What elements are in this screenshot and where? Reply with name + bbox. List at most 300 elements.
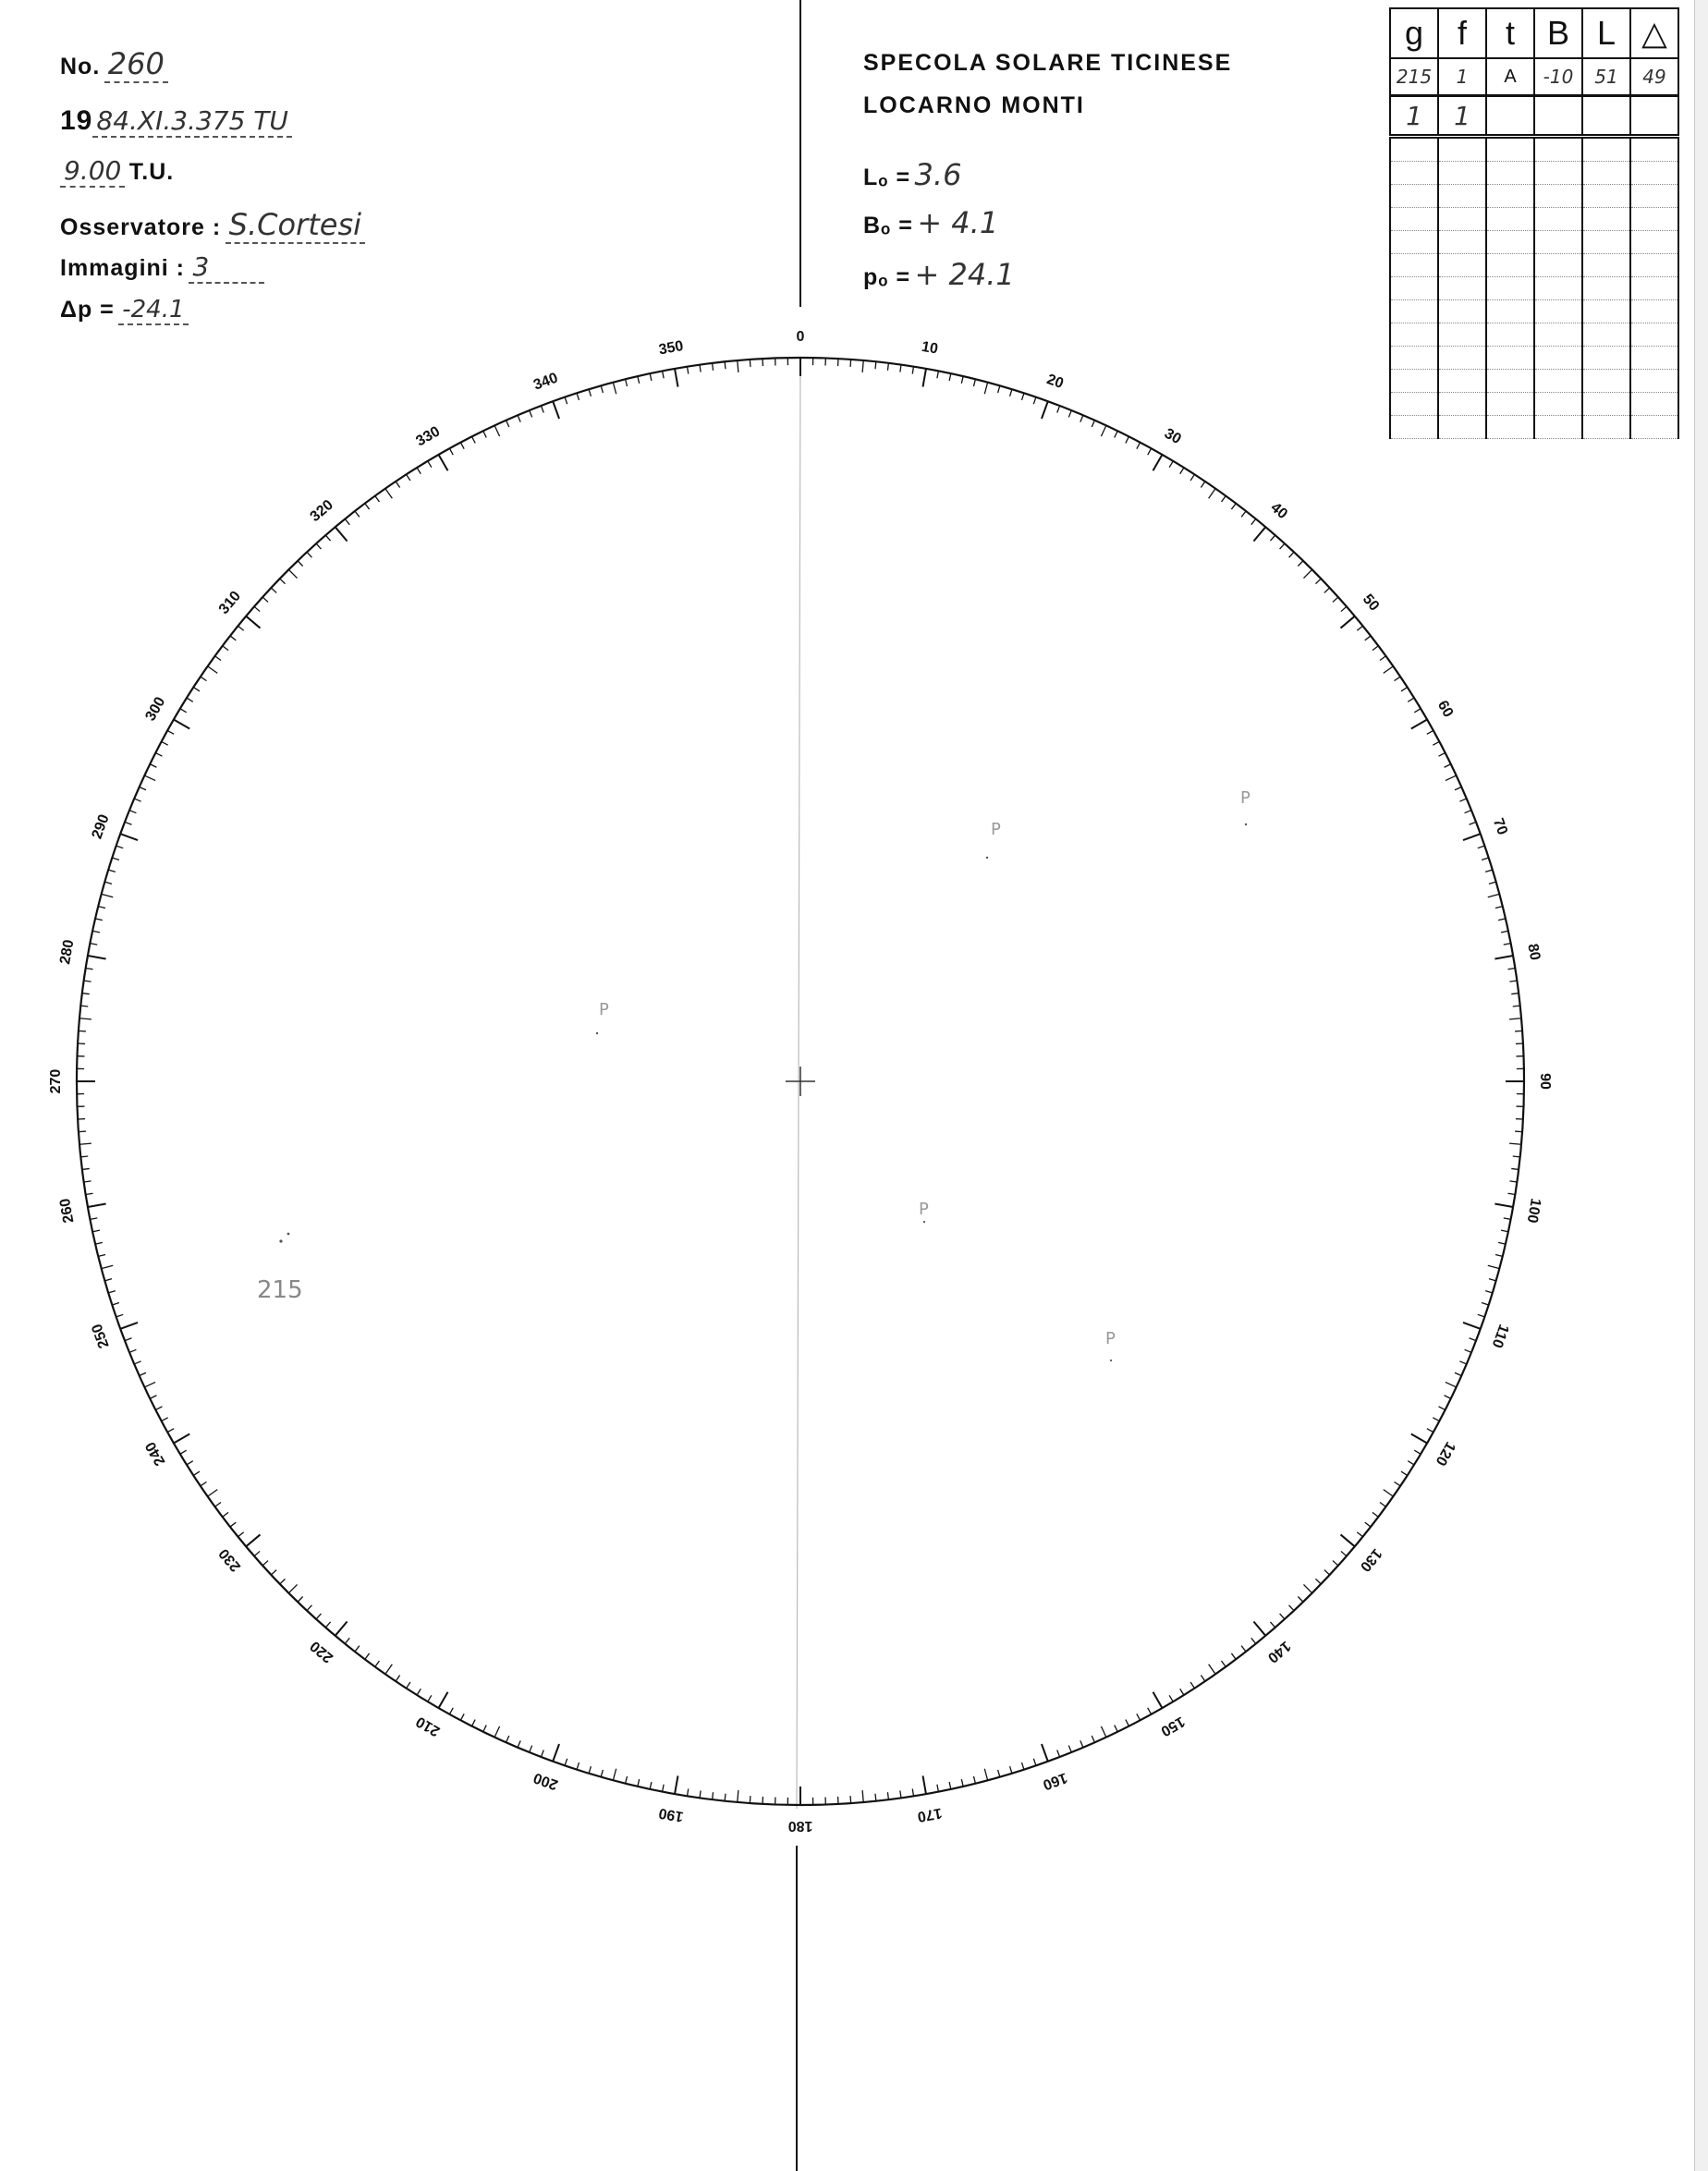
tick-mark — [1042, 401, 1048, 419]
cell — [1390, 254, 1438, 277]
degree-label: 160 — [1041, 1769, 1069, 1793]
tick-mark — [246, 1534, 260, 1546]
l0-line — [863, 157, 961, 192]
tick-mark — [638, 1779, 640, 1787]
degree-label: 170 — [916, 1804, 944, 1824]
degree-label: 340 — [531, 370, 560, 394]
observer-label: Osservatore : — [60, 214, 222, 240]
tick-mark — [1169, 461, 1173, 468]
tick-mark — [1489, 1279, 1496, 1281]
tick-mark — [949, 1782, 951, 1789]
tick-mark — [1488, 1265, 1500, 1268]
degree-label: 330 — [413, 423, 444, 450]
b0-value: + 4.1 — [917, 205, 999, 240]
cell — [1390, 370, 1438, 393]
tick-mark — [1411, 720, 1427, 729]
tick-mark — [483, 1726, 487, 1732]
p-mark: P — [1105, 1329, 1116, 1348]
spot-dot — [923, 1221, 925, 1223]
spot-dot — [1110, 1360, 1112, 1361]
tick-mark — [725, 1794, 726, 1801]
tick-mark — [875, 1794, 876, 1801]
tick-mark — [1365, 1522, 1371, 1527]
tick-mark — [1495, 1254, 1503, 1256]
tick-mark — [688, 367, 689, 374]
cell — [1390, 393, 1438, 416]
tick-mark — [86, 969, 93, 970]
cell — [1486, 347, 1534, 370]
tick-mark — [1201, 1676, 1204, 1682]
tick-mark — [155, 1407, 162, 1410]
spot-dot — [287, 1233, 290, 1236]
tick-mark — [1509, 1018, 1521, 1019]
tick-mark — [134, 1361, 140, 1364]
tick-mark — [1433, 1418, 1439, 1421]
tick-mark — [998, 385, 1000, 393]
degree-label: 130 — [1356, 1545, 1385, 1575]
tick-mark — [162, 1418, 168, 1421]
tick-mark — [949, 373, 951, 381]
tick-mark — [84, 981, 92, 982]
tick-mark — [1488, 894, 1500, 896]
tick-mark — [162, 741, 168, 745]
tick-mark — [140, 1372, 146, 1375]
tick-mark — [120, 834, 138, 840]
degree-label: 210 — [413, 1713, 444, 1739]
tick-mark — [215, 1503, 221, 1507]
tick-mark — [1201, 482, 1204, 488]
tick-mark — [144, 1382, 155, 1386]
cell: 1 — [1438, 96, 1486, 137]
tick-mark — [1190, 1682, 1194, 1689]
tick-mark — [1459, 799, 1466, 801]
tick-mark — [1470, 822, 1476, 824]
cell — [1630, 231, 1678, 254]
time-line — [60, 155, 174, 186]
tick-mark — [1465, 811, 1471, 813]
table-row — [1390, 185, 1678, 208]
tick-mark — [601, 385, 603, 393]
cell — [1582, 347, 1630, 370]
tick-mark — [125, 822, 131, 824]
degree-label: 200 — [531, 1769, 560, 1793]
cell — [1582, 231, 1630, 254]
table-row — [1390, 416, 1678, 439]
cell: 215 — [1390, 58, 1438, 96]
tick-mark — [1380, 1503, 1385, 1507]
table-row — [1390, 300, 1678, 323]
degree-label: 90 — [1537, 1073, 1553, 1090]
tick-mark — [396, 1676, 399, 1682]
tick-mark — [1414, 1450, 1421, 1454]
col-g: g — [1390, 8, 1438, 58]
tick-mark — [280, 1579, 286, 1584]
tick-mark — [84, 1181, 92, 1182]
tick-mark — [663, 1785, 665, 1792]
tick-mark — [336, 1621, 348, 1635]
tick-mark — [1180, 468, 1184, 474]
tick-mark — [713, 363, 714, 371]
tick-mark — [862, 360, 863, 372]
tick-mark — [223, 1512, 228, 1517]
tick-mark — [193, 1471, 200, 1475]
tick-mark — [589, 1766, 591, 1774]
spot-dot — [279, 1239, 282, 1242]
tick-mark — [1231, 1653, 1236, 1659]
tick-mark — [112, 1302, 119, 1304]
cell: 49 — [1630, 58, 1678, 96]
tick-mark — [850, 1796, 851, 1803]
tick-mark — [1231, 504, 1236, 509]
cell — [1390, 137, 1438, 162]
tick-mark — [1470, 1338, 1476, 1341]
cell — [1438, 370, 1486, 393]
tick-mark — [1115, 1726, 1118, 1732]
tick-mark — [1241, 1646, 1246, 1652]
tick-mark — [1489, 882, 1496, 884]
tick-mark — [79, 1143, 92, 1144]
degree-label: 180 — [787, 1818, 813, 1834]
tick-mark — [565, 397, 567, 405]
tick-mark — [900, 365, 901, 372]
degree-label: 0 — [796, 329, 805, 345]
tick-mark — [230, 636, 236, 640]
tick-mark — [506, 1736, 509, 1742]
tick-mark — [439, 1692, 448, 1708]
cell — [1390, 162, 1438, 185]
table-row — [1390, 96, 1678, 137]
cell — [1486, 416, 1534, 439]
cell — [1582, 277, 1630, 300]
tick-mark — [187, 698, 193, 701]
table-row — [1390, 323, 1678, 347]
degree-label: 40 — [1267, 499, 1291, 523]
tick-mark — [1253, 1621, 1265, 1635]
tick-mark — [336, 527, 348, 541]
tick-mark — [1495, 907, 1503, 909]
tick-mark — [1478, 846, 1485, 848]
tick-mark — [95, 919, 103, 921]
tick-mark — [449, 448, 453, 455]
cell — [1486, 231, 1534, 254]
tick-mark — [254, 606, 260, 611]
tick-mark — [518, 1740, 520, 1747]
degree-label: 230 — [215, 1545, 245, 1575]
tick-mark — [472, 1720, 476, 1726]
cell — [1534, 347, 1582, 370]
tick-mark — [1101, 1726, 1105, 1738]
institution-line-1: SPECOLA SOLARE TICINESE — [863, 50, 1233, 76]
cell — [1438, 347, 1486, 370]
tick-mark — [638, 376, 640, 384]
tick-mark — [1414, 709, 1421, 713]
tick-mark — [973, 379, 975, 386]
col-t: t — [1486, 8, 1534, 58]
tick-mark — [1298, 1596, 1303, 1602]
tick-mark — [912, 367, 913, 374]
tick-mark — [108, 870, 116, 872]
tick-mark — [325, 1622, 330, 1628]
tick-mark — [1482, 858, 1489, 860]
tick-mark — [530, 1746, 532, 1752]
tick-mark — [553, 401, 559, 419]
tick-mark — [1080, 415, 1083, 421]
cell — [1486, 96, 1534, 137]
cell — [1390, 185, 1438, 208]
tick-mark — [1372, 646, 1378, 651]
tick-mark — [238, 626, 243, 630]
tick-mark — [1126, 1720, 1129, 1726]
cell — [1438, 393, 1486, 416]
tick-mark — [80, 1156, 88, 1157]
tick-mark — [1478, 1314, 1485, 1317]
tick-mark — [1408, 698, 1414, 701]
cell — [1486, 300, 1534, 323]
tick-mark — [102, 1265, 114, 1268]
degree-label: 20 — [1044, 372, 1066, 393]
cell — [1486, 393, 1534, 416]
tick-mark — [1372, 1512, 1378, 1517]
degree-label: 190 — [657, 1804, 685, 1824]
tick-mark — [92, 931, 100, 933]
tick-mark — [1303, 569, 1312, 578]
tick-mark — [887, 1792, 888, 1799]
tick-mark — [494, 1726, 499, 1738]
tick-mark — [900, 1790, 901, 1798]
tick-mark — [973, 1776, 975, 1784]
degree-label: 270 — [48, 1068, 64, 1094]
tick-mark — [1253, 527, 1265, 541]
tick-mark — [1501, 1230, 1508, 1232]
tick-mark — [1341, 1551, 1347, 1555]
time-unit: T.U. — [128, 159, 175, 185]
b0-label: Bₒ = — [863, 213, 913, 238]
degree-label: 280 — [57, 938, 78, 966]
cell — [1438, 231, 1486, 254]
cell — [1390, 208, 1438, 231]
cell — [1582, 208, 1630, 231]
tick-mark — [472, 436, 476, 443]
cell — [1582, 162, 1630, 185]
date-value: 84.XI.3.375 TU — [92, 105, 292, 138]
tick-mark — [1270, 1622, 1275, 1628]
cell — [1534, 162, 1582, 185]
tick-mark — [1395, 1482, 1401, 1485]
tick-mark — [887, 363, 888, 371]
cell — [1630, 370, 1678, 393]
cell — [1390, 347, 1438, 370]
tick-mark — [449, 1708, 453, 1714]
table-row — [1390, 393, 1678, 416]
cell — [1534, 416, 1582, 439]
p-mark: P — [1240, 788, 1250, 808]
tick-mark — [1222, 496, 1226, 502]
tick-mark — [92, 1230, 100, 1232]
tick-mark — [1021, 1762, 1023, 1770]
tick-mark — [1190, 474, 1194, 481]
col-b: B — [1534, 8, 1582, 58]
observer-line — [60, 207, 365, 242]
col-f: f — [1438, 8, 1486, 58]
sunspot-marks — [279, 823, 1247, 1361]
tick-mark — [700, 365, 701, 372]
images-label: Immagini : — [60, 255, 186, 281]
tick-mark — [385, 1665, 392, 1675]
tick-mark — [1357, 1532, 1362, 1537]
tick-mark — [1033, 397, 1036, 405]
tick-mark — [984, 1769, 987, 1781]
tick-mark — [1365, 636, 1371, 640]
tick-mark — [1395, 677, 1401, 680]
degree-label: 290 — [89, 812, 113, 841]
p-mark: P — [919, 1200, 929, 1219]
cell — [1582, 323, 1630, 347]
table-row — [1390, 277, 1678, 300]
tick-mark — [262, 597, 268, 602]
tick-mark — [1169, 1695, 1173, 1701]
tick-mark — [102, 894, 114, 896]
degree-label: 70 — [1489, 816, 1510, 837]
observer-value: S.Cortesi — [226, 207, 365, 244]
tick-mark — [541, 406, 543, 412]
tick-mark — [984, 383, 987, 395]
tick-mark — [108, 1291, 116, 1293]
tick-mark — [1153, 455, 1163, 470]
tick-mark — [1333, 1561, 1338, 1566]
spot-dot — [1245, 823, 1247, 825]
tick-mark — [365, 504, 370, 509]
degree-label: 250 — [89, 1322, 113, 1350]
cell — [1390, 231, 1438, 254]
tick-mark — [1057, 1750, 1060, 1757]
tick-mark — [375, 1661, 380, 1666]
tick-mark — [1126, 436, 1129, 443]
tick-mark — [150, 764, 156, 768]
cell — [1630, 300, 1678, 323]
degree-label: 120 — [1432, 1438, 1458, 1469]
tick-mark — [116, 846, 124, 848]
tick-mark — [506, 421, 509, 427]
tick-mark — [1137, 443, 1141, 449]
p-mark: P — [599, 1000, 609, 1019]
tick-mark — [577, 393, 579, 400]
tick-mark — [518, 415, 520, 421]
degree-label: 100 — [1523, 1197, 1543, 1225]
cell — [1630, 416, 1678, 439]
tick-mark — [298, 561, 303, 567]
table-row — [1390, 58, 1678, 96]
tick-mark — [700, 1790, 701, 1798]
tick-mark — [215, 656, 221, 661]
cell — [1438, 300, 1486, 323]
tick-mark — [407, 1682, 410, 1689]
date-label: 19 — [60, 105, 93, 136]
degree-label: 50 — [1359, 591, 1383, 615]
tick-mark — [937, 1785, 939, 1792]
degree-label: 310 — [215, 588, 245, 617]
cell — [1630, 185, 1678, 208]
tick-mark — [385, 489, 392, 499]
tick-mark — [1357, 626, 1362, 630]
degree-label: 110 — [1488, 1322, 1512, 1350]
tick-mark — [98, 907, 105, 909]
faculae-labels — [599, 788, 1250, 1348]
tick-mark — [345, 1638, 349, 1643]
cell — [1438, 254, 1486, 277]
institution-line-2: LOCARNO MONTI — [863, 92, 1085, 118]
tick-mark — [116, 1314, 124, 1317]
tick-mark — [201, 1482, 207, 1485]
tick-mark — [1068, 410, 1071, 417]
tick-mark — [271, 1570, 276, 1575]
cell — [1534, 96, 1582, 137]
tick-mark — [1270, 535, 1275, 541]
cell — [1630, 323, 1678, 347]
tick-mark — [1137, 1714, 1141, 1720]
cell — [1438, 185, 1486, 208]
tick-mark — [307, 1605, 311, 1611]
tick-mark — [238, 1532, 243, 1537]
cell — [1390, 277, 1438, 300]
cell — [1630, 393, 1678, 416]
tick-mark — [530, 410, 532, 417]
tick-mark — [355, 1646, 360, 1652]
tick-mark — [1509, 981, 1517, 982]
cell — [1534, 231, 1582, 254]
tick-mark — [79, 1131, 86, 1132]
tick-mark — [1180, 1689, 1184, 1695]
tick-mark — [280, 579, 286, 584]
tick-mark — [1482, 1302, 1489, 1304]
tick-mark — [208, 666, 218, 673]
tick-mark — [1401, 1471, 1408, 1475]
tick-mark — [675, 369, 677, 387]
cell — [1486, 185, 1534, 208]
cell — [1534, 393, 1582, 416]
tick-mark — [112, 858, 119, 860]
tick-mark — [1340, 1534, 1354, 1546]
cell — [1534, 254, 1582, 277]
cell — [1438, 162, 1486, 185]
cell — [1582, 393, 1630, 416]
tick-mark — [316, 543, 321, 549]
tick-mark — [1411, 1434, 1427, 1444]
cell — [1534, 300, 1582, 323]
date-line — [60, 105, 292, 137]
tick-mark — [1384, 1490, 1394, 1496]
spot-dot — [596, 1032, 598, 1034]
number-value: 260 — [104, 46, 168, 83]
tick-mark — [1427, 730, 1434, 734]
tick-mark — [1380, 656, 1385, 661]
cell — [1582, 370, 1630, 393]
tick-mark — [1315, 1579, 1321, 1584]
tick-mark — [1446, 775, 1457, 780]
tick-mark — [144, 775, 155, 780]
tick-mark — [208, 1490, 218, 1496]
tick-mark — [1251, 518, 1256, 524]
tick-mark — [613, 1769, 616, 1781]
tick-mark — [1494, 1203, 1513, 1206]
tick-mark — [663, 371, 665, 378]
tick-mark — [1148, 1708, 1152, 1714]
cell — [1630, 96, 1678, 137]
tick-mark — [1298, 561, 1303, 567]
tick-mark — [288, 569, 297, 578]
tick-mark — [1445, 1396, 1451, 1399]
tick-mark — [1465, 1349, 1471, 1352]
tick-mark — [1401, 688, 1408, 691]
